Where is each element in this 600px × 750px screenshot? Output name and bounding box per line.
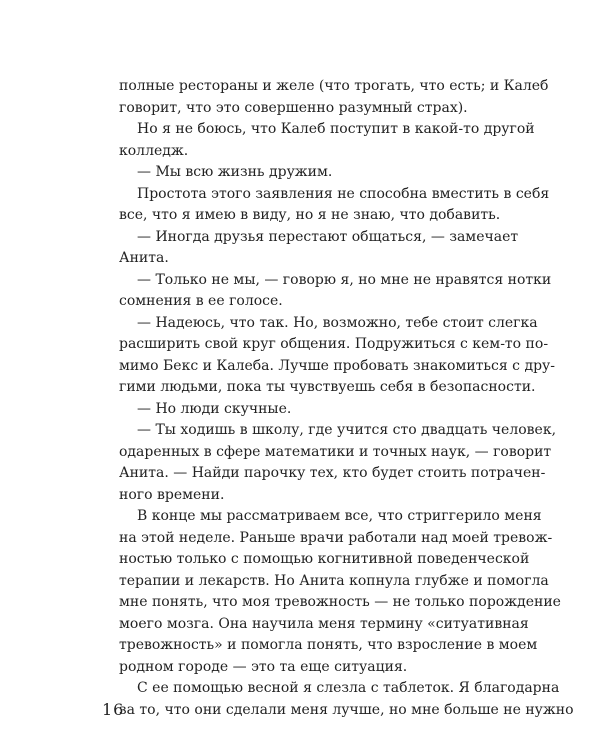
text-line: Анита. — Найди парочку тех, кто будет стоить потрачен- xyxy=(119,465,546,481)
text-line: — Но люди скучные. xyxy=(137,400,292,417)
text-line: говорит, что это совершенно разумный страх). xyxy=(119,99,468,116)
paragraph xyxy=(119,399,502,421)
text-line: за то, что они сделали меня лучше, но мне больше не нужно xyxy=(119,701,574,718)
paragraph xyxy=(119,506,561,678)
paragraph xyxy=(119,227,519,270)
text-line: мне понять, что моя тревожность — не только порождение xyxy=(119,594,561,610)
paragraph xyxy=(119,119,535,162)
text-line: колледж. xyxy=(119,142,189,159)
text-line: Но я не боюсь, что Калеб поступит в какой-то другой xyxy=(137,121,535,137)
paragraph xyxy=(119,420,557,506)
text-line: — Иногда друзья перестают общаться, — замечает xyxy=(137,228,519,245)
text-line: расширить свой круг общения. Подружиться с кем-то по- xyxy=(119,336,549,352)
text-line: — Мы всю жизнь дружим. xyxy=(137,164,333,180)
text-line: терапии и лекарств. Но Анита копнула глубже и помогла xyxy=(119,572,549,589)
text-line: Анита. xyxy=(119,250,169,266)
text-line: С ее помощью весной я слезла с таблеток. Я благодарна xyxy=(137,680,560,696)
text-line: ностью только с помощью когнитивной поведенческой xyxy=(119,551,530,567)
text-line: полные рестораны и желе (что трогать, что есть; и Калеб xyxy=(119,78,549,94)
text-line: одаренных в сфере математики и точных наук, — говорит xyxy=(119,443,552,460)
paragraph xyxy=(119,678,574,721)
paragraph xyxy=(119,162,502,184)
text-line: родном городе — это та еще ситуация. xyxy=(119,658,408,675)
text-line: все, что я имею в виду, но я не знаю, что добавить. xyxy=(119,207,501,223)
text-line: на этой неделе. Раньше врачи работали над моей тревож- xyxy=(119,529,553,546)
text-line: моего мозга. Она научила меня термину «ситуативная xyxy=(119,615,529,632)
page-body-text xyxy=(119,76,574,721)
text-line: ного времени. xyxy=(119,486,225,503)
paragraph xyxy=(119,270,552,313)
text-line: мимо Бекс и Калеба. Лучше пробовать знакомиться с дру- xyxy=(119,357,556,374)
text-line: В конце мы рассматриваем все, что стриггерило меня xyxy=(137,508,542,524)
text-line: — Только не мы, — говорю я, но мне не нравятся нотки xyxy=(137,271,552,288)
page-number: 16 xyxy=(102,700,125,719)
text-line: тревожность» и помогла понять, что взросление в моем xyxy=(119,637,538,653)
paragraph xyxy=(119,313,556,399)
text-line: — Надеюсь, что так. Но, возможно, тебе стоит слегка xyxy=(137,314,538,331)
paragraph xyxy=(119,76,549,119)
text-line: гими людьми, пока ты чувствуешь себя в безопасности. xyxy=(119,379,536,395)
paragraph xyxy=(119,184,550,227)
text-line: сомнения в ее голосе. xyxy=(119,293,283,309)
text-line: Простота этого заявления не способна вместить в себя xyxy=(137,185,550,202)
text-line: — Ты ходишь в школу, где учится сто двадцать человек, xyxy=(137,422,557,438)
